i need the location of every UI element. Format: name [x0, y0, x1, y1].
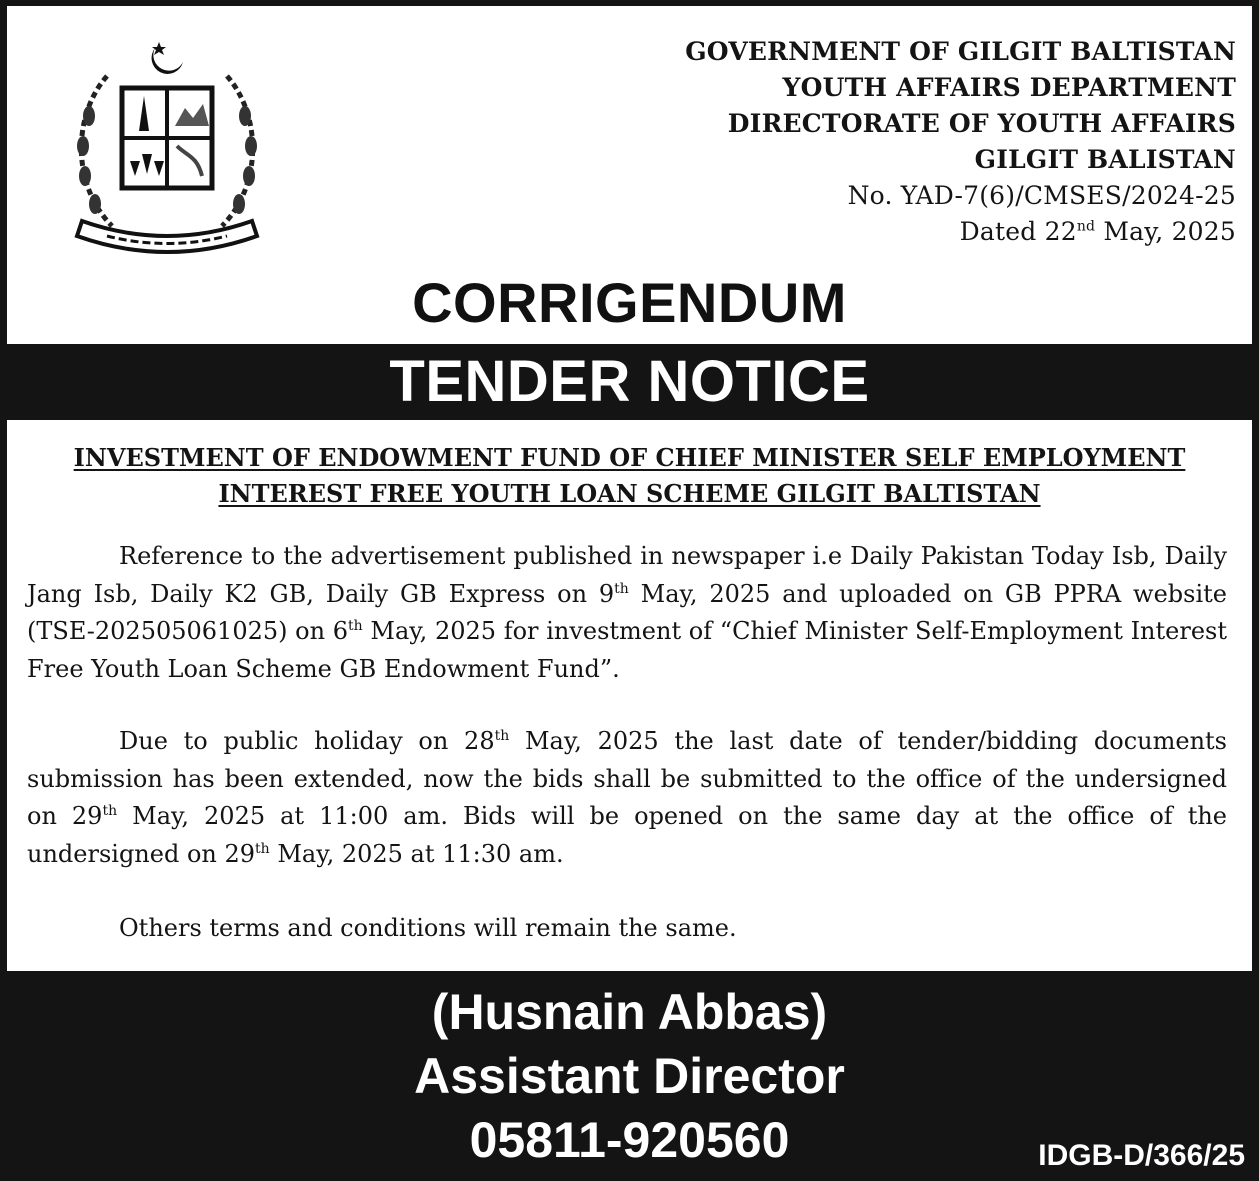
- letterhead-panel: [7, 6, 1252, 344]
- government-emblem-icon: [67, 36, 267, 261]
- advertisement-code: IDGB-D/366/25: [1038, 1139, 1245, 1172]
- notice-subject: [7, 440, 1252, 512]
- header-location: GILGIT BALISTAN: [974, 145, 1236, 174]
- reference-number: No. YAD-7(6)/CMSES/2024-25: [847, 181, 1236, 210]
- corrigendum-title: CORRIGENDUM: [412, 271, 847, 334]
- signatory-designation: Assistant Director: [414, 1048, 845, 1104]
- paragraph-reference: Reference to the advertisement published in newspaper i.e Daily Pakistan Today Isb, Daily Jang Isb, Daily K2 GB, Daily GB Express on 9th May, 2025 and uploaded on GB PPRA website (TSE-202505061025) on 6th May, 2025 for investment of “Chief Minister Self-Employment Interest Free Youth Loan Scheme GB Endowment Fund”.: [27, 542, 1228, 683]
- subject-line-1: INVESTMENT OF ENDOWMENT FUND OF CHIEF MINISTER SELF EMPLOYMENT: [73, 443, 1186, 472]
- signatory-phone: 05811-920560: [469, 1112, 790, 1168]
- paragraph-terms: Others terms and conditions will remain the same.: [119, 914, 737, 942]
- notice-body: [7, 420, 1252, 971]
- header-directorate: DIRECTORATE OF YOUTH AFFAIRS: [727, 109, 1236, 138]
- paragraph-extension: Due to public holiday on 28th May, 2025 the last date of tender/bidding documents submission has been extended, now the bids shall be submitted to the office of the undersigned on 29th May, 2025 at 11:00 am. Bids will be opened on the same day at the office of the undersigned on 29th May, 2025 at 11:30 am.: [27, 727, 1227, 868]
- letterhead-text: [685, 34, 1236, 250]
- header-government: GOVERNMENT OF GILGIT BALTISTAN: [685, 37, 1236, 66]
- subject-line-2: INTEREST FREE YOUTH LOAN SCHEME GILGIT BALTISTAN: [218, 479, 1041, 508]
- signatory-name: (Husnain Abbas): [431, 984, 828, 1040]
- notice-date: Dated 22nd May, 2025: [959, 217, 1236, 246]
- header-department: YOUTH AFFAIRS DEPARTMENT: [782, 73, 1236, 102]
- tender-notice-title: TENDER NOTICE: [389, 349, 870, 414]
